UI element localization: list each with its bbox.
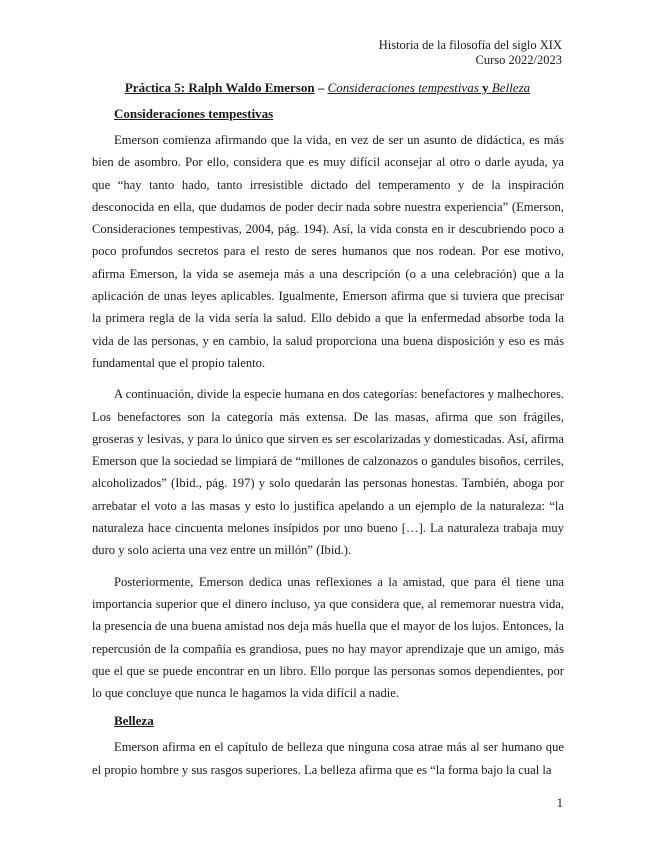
title-main: Práctica 5: Ralph Waldo Emerson — [124, 80, 315, 95]
paragraph: A continuación, divide la especie humana en dos categorías: benefactores y malhechores. Los benefactores son la categoría más extensa. De las masas, afirma que son frágiles, groseras y lesivas, y para lo único que sirven es ser escolarizadas y domesticadas. Así, afirma Emerson que la sociedad se limpiará de “millones de calzonazos o gandules bisoños, cerriles, alcoholizados” (Ibid., pág. 197) y solo quedarán las personas honestas. También, aboga por arrebatar el voto a las masas y esto lo justifica apelando a un ejemplo de la naturaleza: “la naturaleza hace cincuenta melones insípidos por uno bueno […]. La naturaleza trabaja muy duro y solo acierta una vez entre un millón” (Ibid.). — [92, 387, 564, 558]
title-work-1: Consideraciones tempestivas — [327, 80, 479, 95]
section-heading-consideraciones: Consideraciones tempestivas — [114, 106, 274, 121]
page-header — [379, 38, 562, 68]
title-conjunction: y — [478, 80, 492, 95]
document-title — [0, 80, 655, 96]
section-heading-belleza: Belleza — [114, 713, 154, 729]
title-separator: – — [314, 80, 328, 95]
title-work-2: Belleza — [491, 80, 531, 95]
paragraph: Emerson afirma en el capítulo de belleza que ninguna cosa atrae más al ser humano que el propio hombre y sus rasgos superiores. La belleza afirma que es “la forma bajo la cual la — [92, 740, 564, 777]
paragraph: Posteriormente, Emerson dedica unas reflexiones a la amistad, que para él tiene una importancia superior que el dinero incluso, ya que considera que, al rememorar nuestra vida, la presencia de una buena amistad nos deja más huella que el mayor de los lujos. Entonces, la repercusión de la compañía es grandiosa, pues no hay mayor aprendizaje que un amigo, más que el que se puede encontrar en un libro. Ello porque las personas somos dependientes, por lo que concluye que nunca le hagamos la vida difícil a nadie. — [92, 574, 564, 701]
page-number: 1 — [556, 796, 563, 810]
paragraph: Emerson comienza afirmando que la vida, en vez de ser un asunto de didáctica, es más bien de asombro. Por ello, considera que es muy difícil aconsejar al otro o darle ayuda, ya que “hay tanto hado, tanto irresistible dictado del temperamento y de la inspiración desconocida en ella, que dudamos de poder decir nada sobre nuestra experiencia” (Emerson, Consideraciones tempestivas, 2004, pág. 194). Así, la vida consta en ir descubriendo poco a poco profundos secretos para el resto de seres humanos que nos rodean. Por ese motivo, afirma Emerson, la vida se asemeja más a una descripción (o a una celebración) que a la aplicación de unas leyes aplicables. Igualmente, Emerson afirma que si tuviera que precisar la primera regla de la vida sería la salud. Ello debido a que la enfermedad absorbe toda la vida de las personas, y en cambio, la salud proporciona una buena disposición y eso es más fundamental que el propio talento. — [92, 133, 564, 370]
document-body — [92, 106, 564, 790]
header-course: Historia de la filosofía del siglo XIX — [378, 38, 562, 52]
header-year: Curso 2022/2023 — [475, 53, 562, 67]
